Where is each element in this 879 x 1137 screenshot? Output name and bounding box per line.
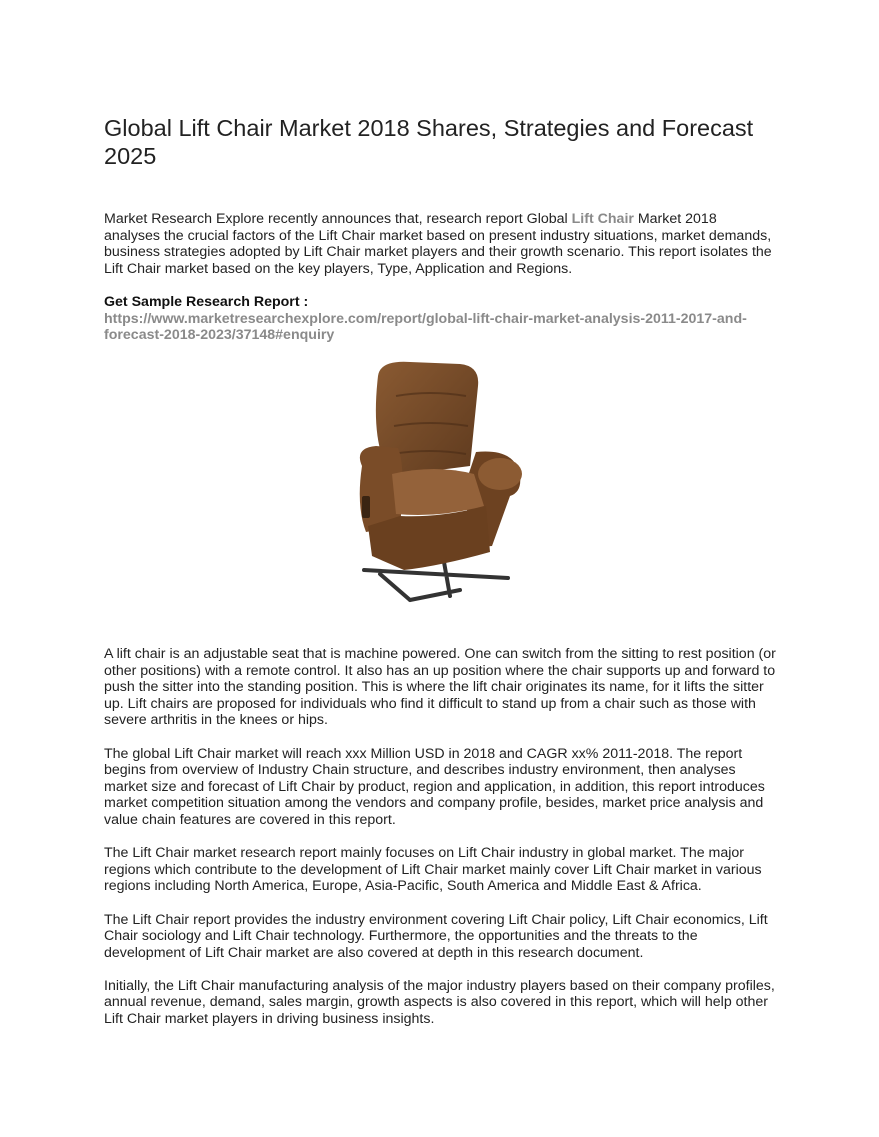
sample-report-block: [104, 294, 776, 344]
lift-chair-keyword-link[interactable]: Lift Chair: [571, 211, 634, 227]
intro-text-before: Market Research Explore recently announces that, research report Global: [104, 211, 572, 227]
paragraph-regions: The Lift Chair market research report mainly focuses on Lift Chair industry in global market. The major regions which contribute to the development of Lift Chair market mainly cover Lift Chair market in various regions including North America, Europe, Asia-Pacific, South America and Middle East & Africa.: [104, 845, 762, 895]
lift-chair-image: [340, 356, 540, 606]
paragraph-definition: A lift chair is an adjustable seat that is machine powered. One can switch from the sitting to rest position (or other positions) with a remote control. It also has an up position where the chair supports up and forward to push the sitter into the standing position. This is where the lift chair originates its name, for it lifts the sitter up. Lift chairs are proposed for individuals who find it difficult to stand up from a chair such as those with severe arthritis in the knees or hips.: [104, 646, 776, 729]
sample-report-label: Get Sample Research Report :: [104, 294, 309, 310]
intro-text-after: Market 2018 analyses the crucial factors of the Lift Chair market based on present industry situations, market demands, business strategies adopted by Lift Chair market players and their growth scenario. This report isolates the Lift Chair market based on the key players, Type, Application and Regions.: [104, 211, 772, 277]
page-title: Global Lift Chair Market 2018 Shares, Strategies and Forecast 2025: [104, 115, 754, 169]
sample-report-link[interactable]: https://www.marketresearchexplore.com/report/global-lift-chair-market-analysis-2011-2017-and-forecast-2018-2023/37148#enquiry: [104, 310, 747, 344]
paragraph-market-size: The global Lift Chair market will reach xxx Million USD in 2018 and CAGR xx% 2011-2018. The report begins from overview of Industry Chain structure, and describes industry environment, then analyses market size and forecast of Lift Chair by product, region and application, in addition, this report introduces market competition situation among the vendors and company profile, besides, market price analysis and value chain features are covered in this report.: [104, 745, 765, 828]
body-paragraphs: [104, 646, 776, 1044]
paragraph-environment: The Lift Chair report provides the industry environment covering Lift Chair policy, Lift Chair economics, Lift Chair sociology and Lift Chair technology. Furthermore, the opportunities and the threats to the development of Lift Chair market are also covered at depth in this research document.: [104, 911, 768, 961]
paragraph-manufacturing: Initially, the Lift Chair manufacturing analysis of the major industry players based on their company profiles, annual revenue, demand, sales margin, growth aspects is also covered in this report, which will help other Lift Chair market players in driving business insights.: [104, 977, 775, 1028]
intro-paragraph: [104, 211, 776, 277]
